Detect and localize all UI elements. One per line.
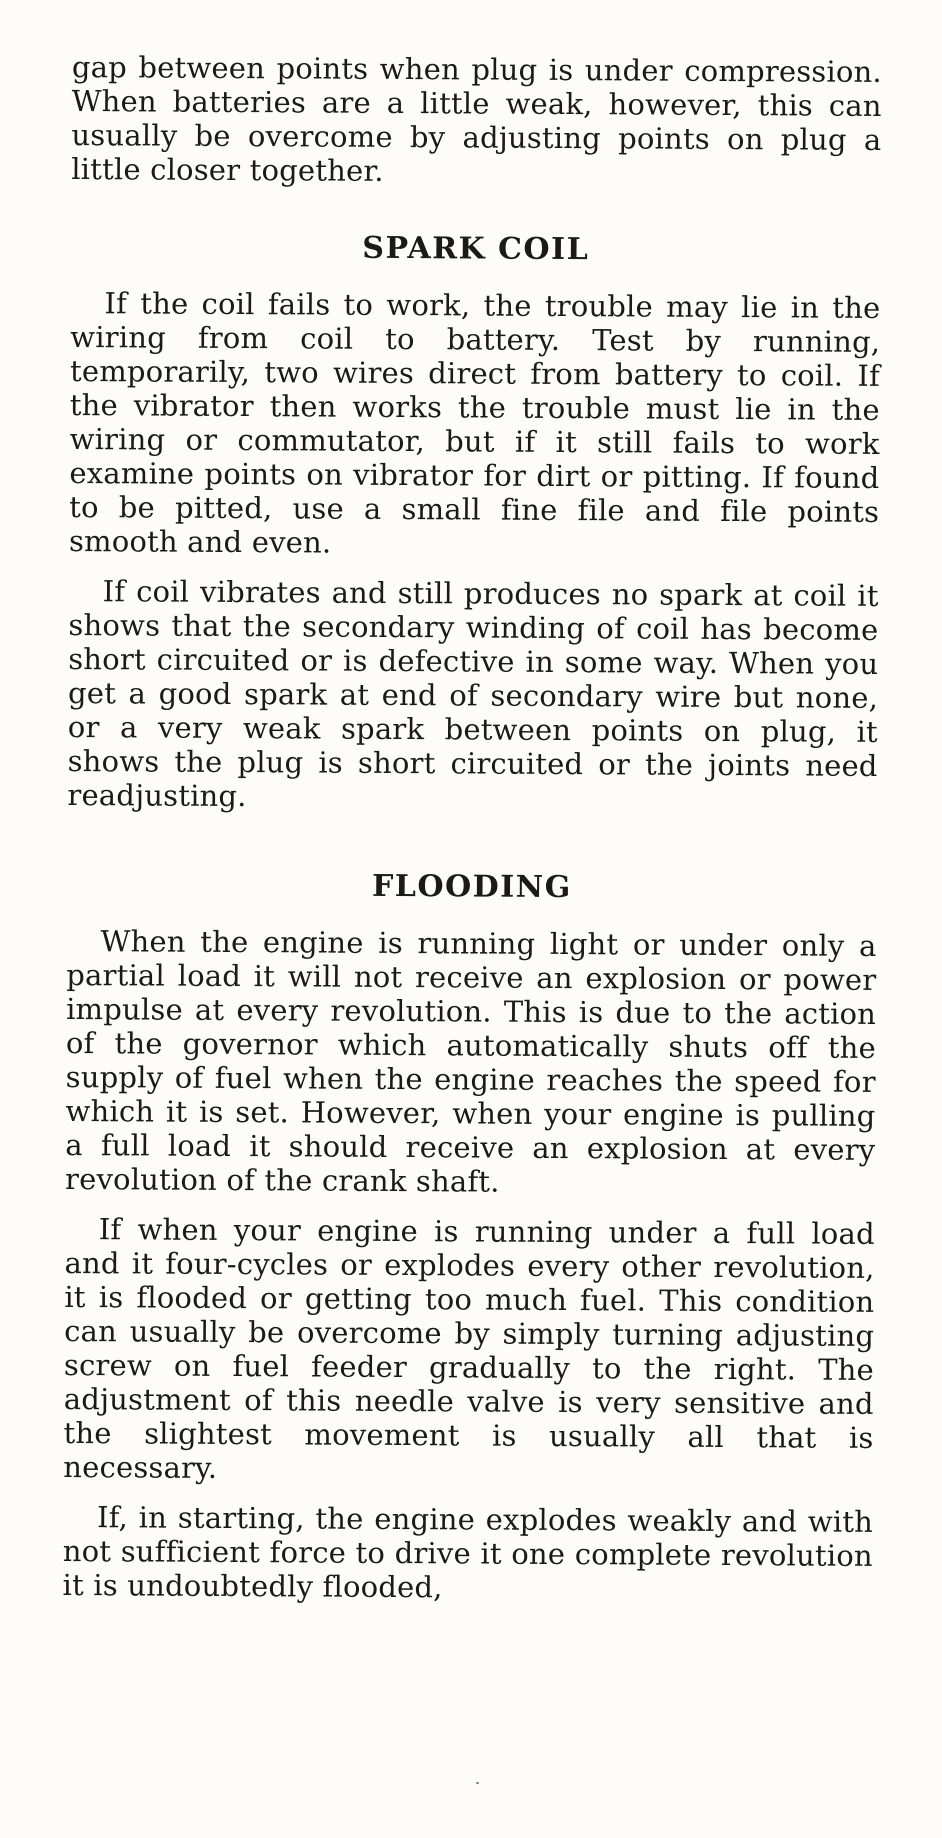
- intro-paragraph: gap between points when plug is under compression. When batteries are a little weak, however, this can usually be overcome by adjusting points on plug a little closer together.: [71, 50, 882, 188]
- section-heading-flooding: FLOODING: [371, 868, 572, 906]
- page-body: [63, 50, 882, 1607]
- flooding-paragraph-3: If, in starting, the engine explodes weakly and with not sufficient force to drive it one complete revolution it is undoubtedly flooded,: [62, 1500, 874, 1605]
- spark-coil-paragraph-2: If coil vibrates and still produces no spark at coil it shows that the secondary winding of coil has become short circuited or is defective in some way. When you get a good spark at end of secondary wire but none, or a very weak spark between points on plug, it shows the plug is short circuited or the joints need readjusting.: [67, 574, 879, 814]
- section-heading-spark-coil: SPARK COIL: [362, 230, 590, 268]
- spark-coil-paragraph-1: If the coil fails to work, the trouble may lie in the wiring from coil to battery. Test by running, temporarily, two wires direct from battery to coil. If the vibrator then works the trouble must lie in the wiring or commutator, but if it still fails to work examine points on vibrator for dirt or pitting. If found to be pitted, use a small fine file and file points smooth and even.: [68, 286, 881, 560]
- print-speck: [476, 1782, 479, 1784]
- flooding-paragraph-2: If when your engine is running under a full load and it four-cycles or explodes every other revolution, it is flooded or getting too much fuel. This condition can usually be overcome by simply turning adjusting screw on fuel feeder gradually to the right. The adjustment of this needle valve is very sensitive and the slightest movement is usually all that is necessary.: [63, 1212, 875, 1485]
- flooding-paragraph-1: When the engine is running light or under only a partial load it will not receive an explosion or power impulse at every revolution. This is due to the action of the governor which automatically shuts off the supply of fuel when the engine reaches the speed for which it is set. However, when your engine is pulling a full load it should receive an explosion at every revolution of the crank shaft.: [64, 924, 877, 1199]
